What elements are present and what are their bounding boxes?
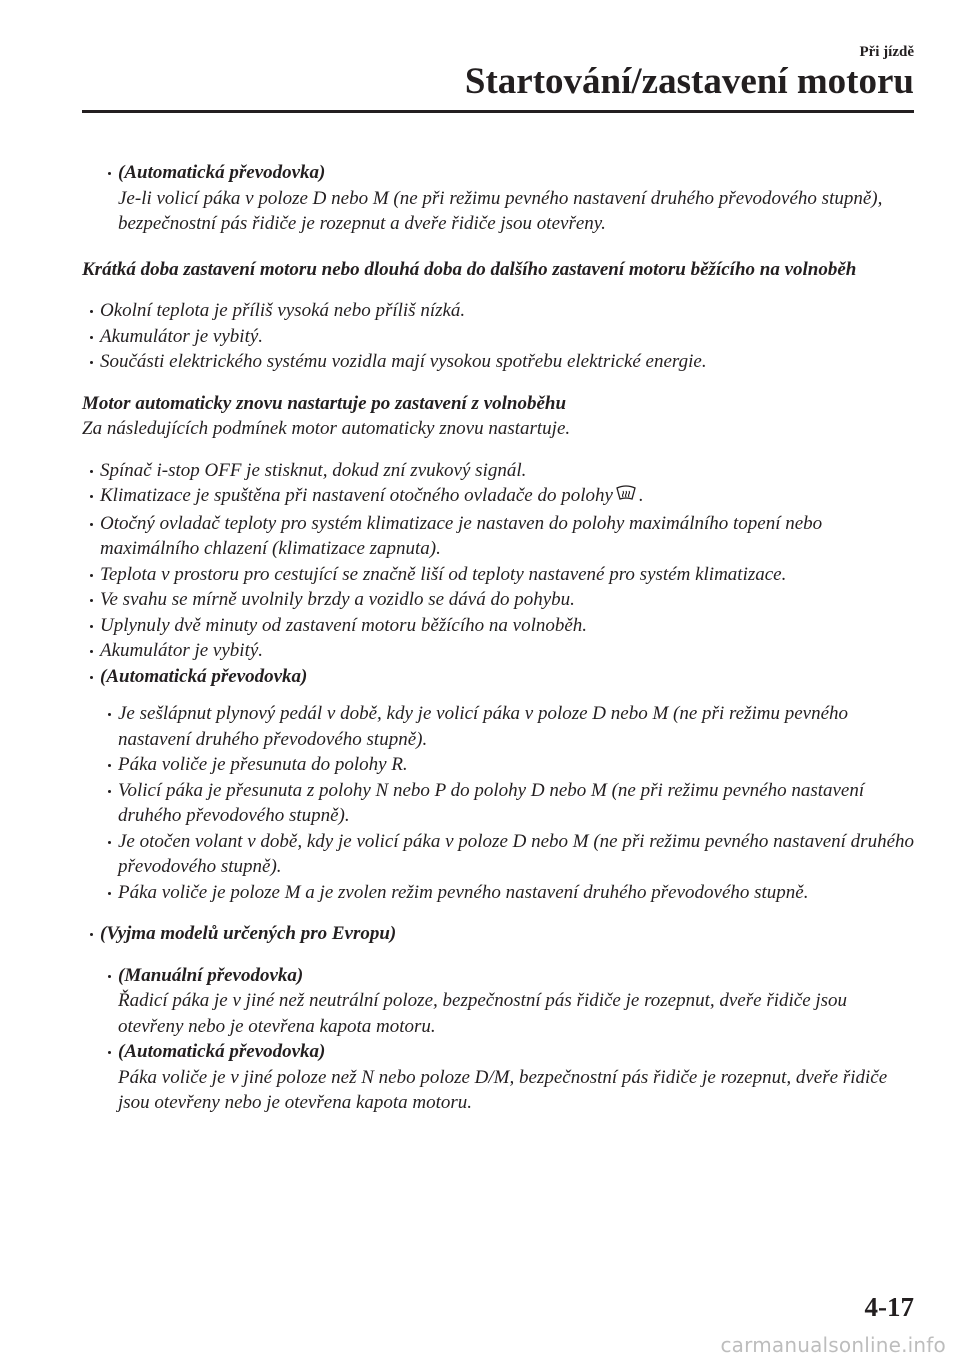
list-item	[82, 349, 914, 375]
item-text: Součásti elektrického systému vozidla mají vysokou spotřebu elektrické energie.	[100, 351, 707, 372]
bullet-icon	[90, 650, 93, 653]
bullet-list	[82, 458, 914, 690]
item-text: Akumulátor je vybitý.	[100, 640, 264, 661]
item-text: Páka voliče je poloze M a je zvolen režim pevného nastavení druhého převodového stupně.	[118, 881, 809, 903]
list-item	[82, 458, 914, 484]
header-rule	[82, 110, 914, 113]
bullet-icon	[90, 310, 93, 313]
bullet-icon	[90, 599, 93, 602]
item-text-suffix: .	[638, 485, 644, 506]
list-item	[82, 324, 914, 350]
item-text: Páka voliče je přesunuta do polohy R.	[118, 754, 408, 775]
list-item	[82, 829, 914, 880]
section-intro: Za následujících podmínek motor automaticky znovu nastartuje.	[82, 418, 571, 439]
list-item	[82, 963, 914, 1040]
bullet-icon	[108, 764, 111, 767]
list-item	[82, 638, 914, 664]
list-item	[82, 1039, 914, 1116]
bullet-icon	[90, 336, 93, 339]
sub-bullet-list	[82, 701, 914, 905]
item-text: Řadicí páka je v jiné než neutrální poloze, bezpečnostní pás řidiče je rozepnut, dveře řidiče jsou otevřeny nebo je otevřena kapota motoru.	[118, 990, 848, 1037]
list-item	[82, 880, 914, 906]
bullet-icon	[90, 676, 93, 679]
item-heading: (Manuální převodovka)	[118, 964, 304, 986]
bullet-list	[82, 298, 914, 375]
running-header-section: Při jízdě	[859, 44, 914, 60]
page-title: Startování/zastavení motoru	[464, 61, 914, 102]
list-item	[82, 752, 914, 778]
section-heading: Motor automaticky znovu nastartuje po zastavení z volnoběhu	[82, 392, 567, 414]
bullet-icon	[108, 841, 111, 844]
bullet-icon	[90, 495, 93, 498]
item-text: Páka voliče je v jiné poloze než N nebo poloze D/M, bezpečnostní pás řidiče je rozepnut, dveře řidiče jsou otevřeny nebo je otevřena kapota motoru.	[118, 1066, 888, 1113]
bullet-icon	[108, 172, 111, 175]
list-item	[82, 298, 914, 324]
item-text: Ve svahu se mírně uvolnily brzdy a vozidlo se dává do pohybu.	[100, 589, 575, 610]
bullet-icon	[90, 523, 93, 526]
item-heading: (Automatická převodovka)	[118, 162, 326, 183]
sub-bullet-list	[82, 963, 914, 1116]
item-text: Je otočen volant v době, kdy je volicí páka v poloze D nebo M (ne při režimu pevného nastavení druhého převodového stupně).	[118, 830, 914, 877]
item-heading: (Automatická převodovka)	[118, 1041, 326, 1062]
windshield-defroster-icon	[615, 485, 637, 511]
list-item	[82, 664, 914, 690]
list-item	[82, 613, 914, 639]
list-item	[82, 511, 914, 562]
item-text: Otočný ovladač teploty pro systém klimatizace je nastaven do polohy maximálního topení nebo maximálního chlazení (klimatizace zapnuta).	[100, 512, 823, 559]
item-text: Spínač i-stop OFF je stisknut, dokud zní zvukový signál.	[100, 459, 527, 481]
item-text: Okolní teplota je příliš vysoká nebo příliš nízká.	[100, 300, 466, 321]
list-item	[82, 562, 914, 588]
bullet-icon	[90, 933, 93, 936]
bullet-icon	[108, 975, 111, 978]
item-text: Akumulátor je vybitý.	[100, 325, 264, 347]
bullet-icon	[90, 361, 93, 364]
bullet-icon	[90, 625, 93, 628]
bullet-icon	[90, 574, 93, 577]
item-heading: (Vyjma modelů určených pro Evropu)	[100, 923, 397, 944]
item-text: Je-li volicí páka v poloze D nebo M (ne při režimu pevného nastavení druhého převodového stupně), bezpečnostní pás řidiče je rozepnut a dveře řidiče jsou otevřeny.	[118, 187, 883, 234]
list-item	[82, 701, 914, 752]
item-text: Uplynuly dvě minuty od zastavení motoru běžícího na volnoběh.	[100, 614, 588, 636]
bullet-list	[82, 921, 914, 947]
bullet-icon	[108, 790, 111, 793]
bullet-icon	[90, 470, 93, 473]
bullet-icon	[108, 892, 111, 895]
item-text: Teplota v prostoru pro cestující se značně liší od teploty nastavené pro systém klimatizace.	[100, 563, 787, 585]
list-item	[82, 587, 914, 613]
bullet-icon	[108, 713, 111, 716]
watermark: carmanualsonline.info	[720, 1333, 946, 1357]
item-heading: (Automatická převodovka)	[100, 665, 308, 687]
item-text: Je sešlápnut plynový pedál v době, kdy je volicí páka v poloze D nebo M (ne při režimu pevného nastavení druhého převodového stupně).	[118, 703, 849, 750]
list-item	[82, 921, 914, 947]
section-heading: Krátká doba zastavení motoru nebo dlouhá doba do dalšího zastavení motoru běžícího na volnoběh	[82, 258, 857, 280]
top-list	[82, 160, 914, 237]
bullet-icon	[108, 1051, 111, 1054]
page-number: 4-17	[864, 1292, 914, 1322]
list-item	[82, 778, 914, 829]
item-text: Klimatizace je spuštěna při nastavení otočného ovladače do polohy	[100, 485, 613, 506]
list-item	[82, 483, 914, 511]
item-text: Volicí páka je přesunuta z polohy N nebo P do polohy D nebo M (ne při režimu pevného nastavení druhého převodového stupně).	[118, 779, 865, 826]
page-content	[82, 160, 914, 1116]
list-item	[82, 160, 914, 237]
